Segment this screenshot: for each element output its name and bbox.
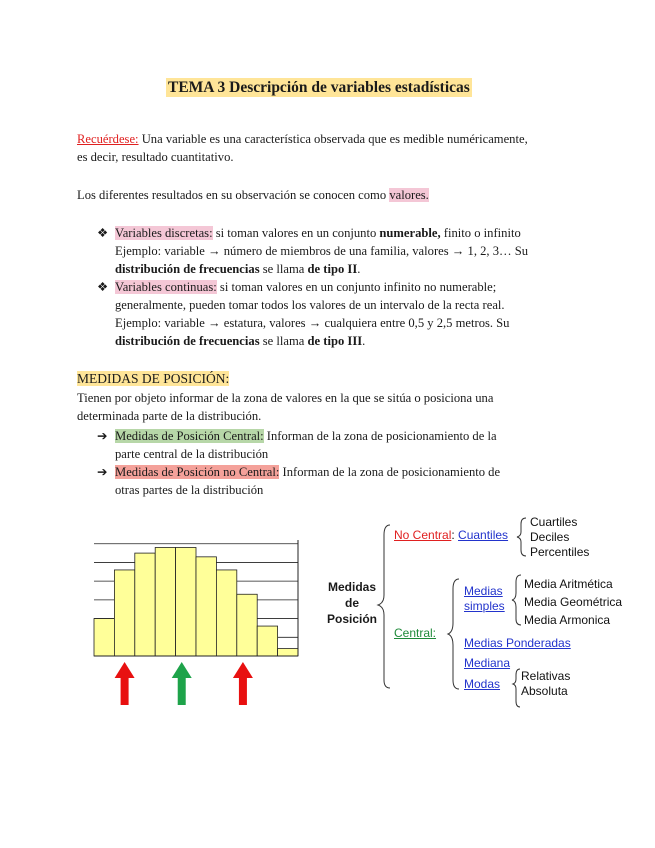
modas-items: [521, 669, 570, 699]
brace: [513, 669, 520, 707]
up-arrow-icon: [115, 662, 135, 705]
text: Tienen por objeto informar de la zona de valores en la que se sitúa o posiciona una: [77, 391, 494, 405]
text: determinada parte de la distribución.: [77, 409, 262, 423]
arrow-bullet-icon: ➔: [97, 465, 108, 479]
text: de: [344, 596, 359, 610]
medidas-description: [77, 389, 597, 425]
valores-highlight: valores.: [389, 188, 429, 202]
text[interactable]: Medias: [464, 584, 503, 598]
text: Media Aritmética: [524, 577, 613, 591]
diagram-root: [322, 579, 382, 627]
text: generalmente, pueden tomar todos los valores de un intervalo de la recta real.: [115, 298, 505, 312]
medias-items: [524, 575, 622, 629]
modas-node[interactable]: [464, 677, 500, 692]
brace: [448, 579, 459, 689]
text: Media Armonica: [524, 613, 611, 627]
text-bold: distribución de frecuencias: [115, 334, 260, 348]
text: Media Geométrica: [524, 595, 623, 609]
histogram-bar: [237, 594, 257, 656]
variables-continuas-label: Variables continuas:: [115, 280, 217, 294]
intro-line-2: es decir, resultado cuantitativo.: [77, 150, 234, 164]
mediana-node[interactable]: [464, 656, 510, 671]
text-bold: de tipo III: [307, 334, 363, 348]
central-node: [394, 626, 436, 641]
text: si toman valores en un conjunto: [212, 226, 380, 240]
brace: [512, 575, 521, 625]
central-label: Medidas de Posición Central:: [115, 429, 264, 443]
text: otras partes de la distribución: [115, 483, 264, 497]
text: finito o infinito: [440, 226, 521, 240]
no-central-link[interactable]: No Central: [394, 528, 452, 542]
text-bold: numerable,: [379, 226, 441, 240]
text: parte central de la distribución: [115, 447, 269, 461]
text: si toman valores en un conjunto infinito no numerable;: [216, 280, 497, 294]
brace: [517, 518, 526, 556]
variables-list: [97, 224, 597, 350]
page-title: TEMA 3 Descripción de variables estadísticas: [168, 79, 470, 96]
central-link[interactable]: Central:: [394, 626, 437, 640]
recuerdese-label: Recuérdese:: [77, 132, 139, 146]
histogram-bar: [278, 649, 298, 656]
text[interactable]: Mediana: [464, 656, 511, 670]
text: Cuartiles: [530, 515, 578, 529]
intro-paragraph: [77, 130, 597, 166]
medias-ponderadas-node[interactable]: [464, 636, 571, 651]
histogram-bar: [94, 619, 114, 656]
list-item: [97, 278, 597, 350]
text: Deciles: [530, 530, 570, 544]
text: .: [357, 262, 361, 276]
text[interactable]: Medias Ponderadas: [464, 636, 571, 650]
results-text: Los diferentes resultados en su observación se conocen como: [77, 188, 390, 202]
text: Ejemplo: variable → estatura, valores → cualquiera entre 0,5 y 2,5 metros. Su: [115, 316, 510, 330]
cuantiles-items: [530, 515, 589, 560]
up-arrow-icon: [233, 662, 253, 705]
results-paragraph: [77, 186, 429, 204]
no-central-node: No Central: Cuantiles: [394, 528, 509, 542]
text: Medidas: [327, 580, 376, 594]
text[interactable]: simples: [464, 599, 505, 613]
text: Posición: [326, 612, 377, 626]
cuantiles-link[interactable]: Cuantiles: [458, 528, 509, 542]
list-item: [97, 463, 597, 499]
up-arrow-icon: [172, 662, 192, 705]
text: .: [362, 334, 366, 348]
text[interactable]: Modas: [464, 677, 501, 691]
text: Ejemplo: variable → número de miembros de una familia, valores → 1, 2, 3… Su: [115, 244, 529, 258]
histogram-bar: [114, 570, 134, 656]
text: Informan de la zona de posicionamiento de la: [263, 429, 497, 443]
arrow-bullet-icon: ➔: [97, 429, 108, 443]
text-bold: de tipo II: [307, 262, 358, 276]
diamond-bullet-icon: ❖: [97, 280, 109, 294]
histogram-bar: [135, 553, 155, 656]
medidas-list: [97, 427, 597, 499]
variables-discretas-label: Variables discretas:: [115, 226, 213, 240]
text-bold: distribución de frecuencias: [115, 262, 260, 276]
intro-line-1: Una variable es una característica observada que es medible numéricamente,: [138, 132, 528, 146]
diamond-bullet-icon: ❖: [97, 226, 109, 240]
list-item: [97, 427, 597, 463]
text: se llama: [259, 334, 308, 348]
histogram-bar: [155, 547, 175, 656]
heading-text: MEDIDAS DE POSICIÓN:: [77, 371, 230, 386]
medias-simples-node[interactable]: [464, 584, 505, 614]
histogram-bar: [216, 570, 236, 656]
text: Absoluta: [521, 684, 568, 698]
medidas-heading: [77, 370, 229, 388]
histogram-bar: [176, 547, 196, 656]
text: se llama: [259, 262, 308, 276]
text: Informan de la zona de posicionamiento de: [279, 465, 501, 479]
histogram: [80, 530, 310, 710]
list-item: [97, 224, 597, 278]
no-central-label: Medidas de Posición no Central:: [115, 465, 280, 479]
text: Relativas: [521, 669, 571, 683]
histogram-bar: [257, 626, 277, 656]
text: Percentiles: [530, 545, 590, 559]
histogram-bar: [196, 557, 216, 656]
